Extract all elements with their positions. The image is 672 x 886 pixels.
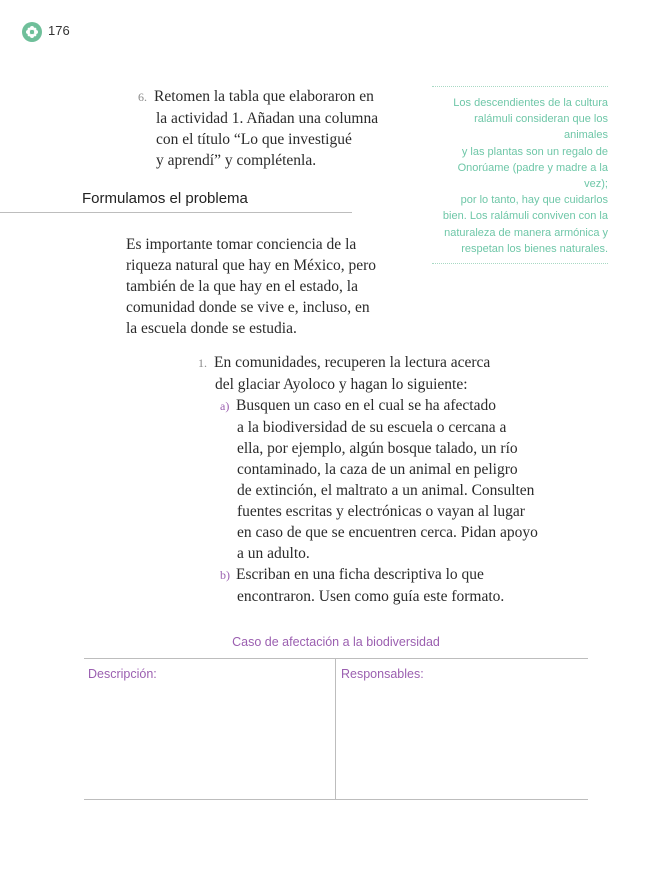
step-6-line: con el título “Lo que investigué xyxy=(156,131,352,148)
subitem-a-line: a un adulto. xyxy=(237,545,310,562)
page-number: 176 xyxy=(48,23,70,38)
subitem-a-line: en caso de que se encuentren cerca. Pidan apoyo xyxy=(237,524,538,541)
subitem-a-line: contaminado, la caza de un animal en peligro xyxy=(237,461,518,478)
heading-underline xyxy=(0,212,352,213)
section-heading: Formulamos el problema xyxy=(82,190,248,207)
subitem-a-line: a la biodiversidad de su escuela o cercana a xyxy=(237,419,507,436)
subitem-b-line: b) Escriban en una ficha descriptiva lo que xyxy=(198,564,538,586)
activity-number: 1. xyxy=(198,356,207,370)
step-6-line: y aprendí” y complétenla. xyxy=(156,152,317,169)
sidebar-line: Los descendientes de la cultura xyxy=(453,97,608,109)
subitem-a-line: de extinción, el maltrato a un animal. Consulten xyxy=(237,482,535,499)
intro-line: riqueza natural que hay en México, pero xyxy=(126,257,377,274)
biodiversity-case-table xyxy=(84,658,588,800)
intro-paragraph xyxy=(126,234,386,339)
subitem-a-line: fuentes escritas y electrónicas o vayan al lugar xyxy=(237,503,525,520)
description-label: Descripción: xyxy=(88,667,157,681)
cultural-note-sidebar xyxy=(432,86,608,264)
responsables-label: Responsables: xyxy=(341,667,424,681)
intro-line: comunidad donde se vive e, incluso, en xyxy=(126,299,370,316)
intro-line: también de la que hay en el estado, la xyxy=(126,278,358,295)
sidebar-line: naturaleza de manera armónica y xyxy=(444,226,608,239)
sidebar-line: ralámuli consideran que los animales xyxy=(474,113,608,142)
subitem-b-line: encontraron. Usen como guía este formato. xyxy=(237,588,505,605)
activity-line: 1. En comunidades, recuperen la lectura acerca xyxy=(198,352,538,374)
activity-line: del glaciar Ayoloco y hagan lo siguiente: xyxy=(215,376,468,393)
subitem-a-line: ella, por ejemplo, algún bosque talado, un río xyxy=(237,440,518,457)
sidebar-line: y las plantas son un regalo de xyxy=(461,145,608,158)
page-badge xyxy=(22,22,42,42)
intro-line: Es importante tomar conciencia de la xyxy=(126,236,357,253)
step-6-instruction xyxy=(138,86,388,171)
step-6-line: 6. Retomen la tabla que elaboraron en xyxy=(138,86,388,108)
subitem-a-line: a) Busquen un caso en el cual se ha afectado xyxy=(198,395,538,417)
intro-line: la escuela donde se estudia. xyxy=(126,320,297,337)
sidebar-line: por lo tanto, hay que cuidarlos xyxy=(460,194,608,207)
step-number: 6. xyxy=(138,90,147,104)
sidebar-line: Onorúame (padre y madre a la vez); xyxy=(457,161,608,191)
step-6-line: la actividad 1. Añadan una columna xyxy=(156,110,379,127)
column-divider xyxy=(335,659,336,799)
table-title: Caso de afectación a la biodiversidad xyxy=(232,635,440,649)
sidebar-line: bien. Los ralámuli conviven con la xyxy=(442,210,608,223)
subitem-letter: a) xyxy=(220,399,230,413)
sidebar-line: respetan los bienes naturales. xyxy=(461,242,608,255)
activity-list xyxy=(198,352,538,607)
flower-icon xyxy=(25,25,39,39)
subitem-letter: b) xyxy=(220,568,230,582)
